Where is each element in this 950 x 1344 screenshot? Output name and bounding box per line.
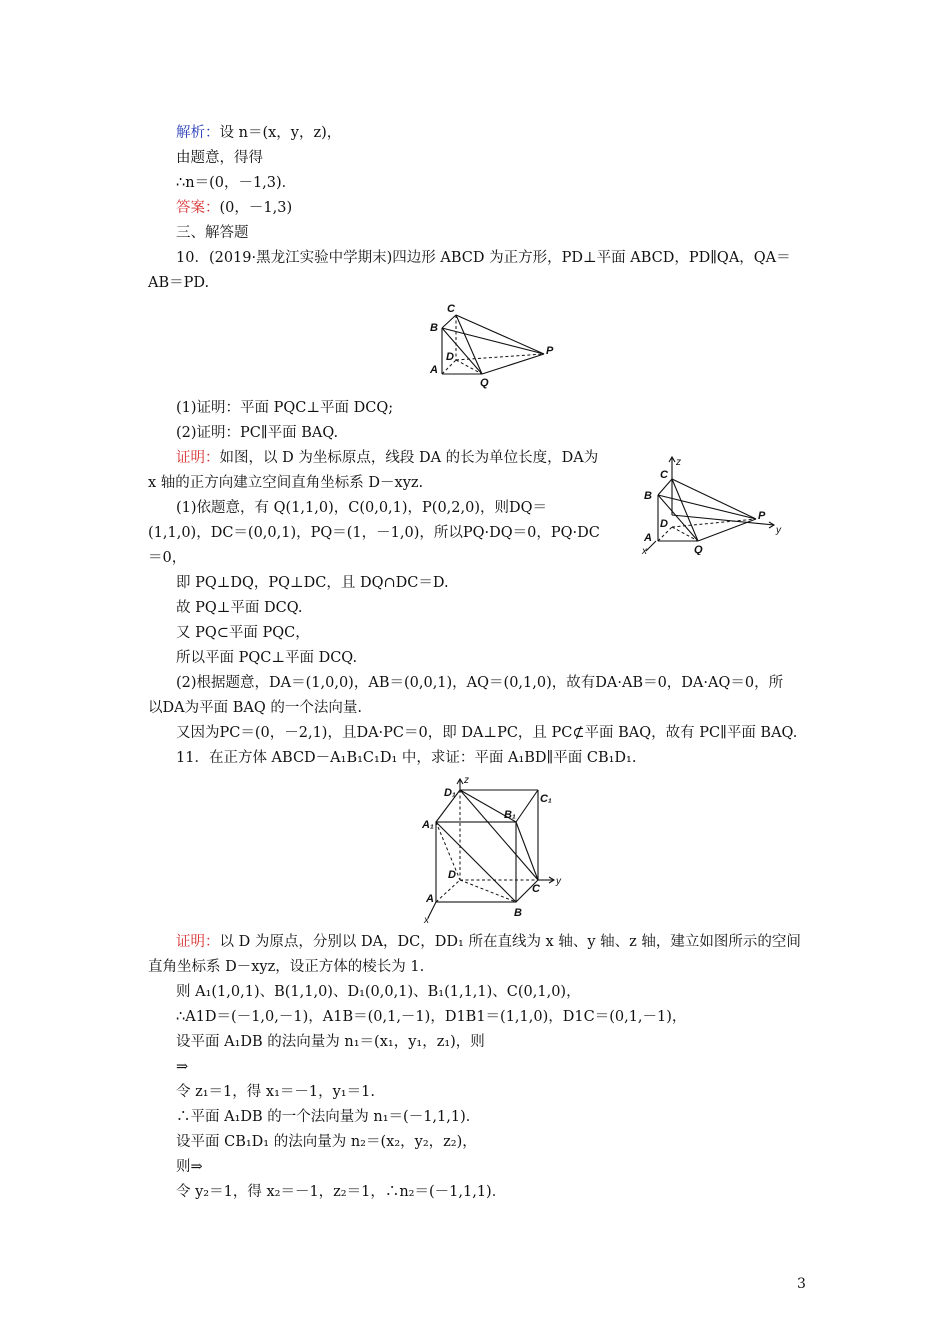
line-proof-11: 证明：以 D 为原点，分别以 DA，DC，DD₁ 所在直线为 x 轴、y 轴、z 轴，建立如图所示的空间 (176, 934, 801, 950)
figure-cube (418, 774, 568, 928)
label-P: P (546, 345, 554, 357)
label-A1: A₁ (422, 819, 434, 831)
part-2-statement: (2)证明：PC∥平面 BAQ. (176, 425, 339, 441)
label-A: A (644, 532, 652, 544)
line-13: (1,1,0)，DC＝(0,0,1)，PQ＝(1，－1,0)，所以PQ·DQ＝0，PQ·DC (148, 525, 600, 541)
label-B: B (644, 490, 652, 502)
line-15: 即 PQ⊥DQ，PQ⊥DC，且 DQ∩DC＝D. (176, 575, 449, 591)
line-31: 设平面 CB₁D₁ 的法向量为 n₂＝(x₂，y₂，z₂)， (176, 1134, 477, 1150)
line-28: ⇒ (176, 1059, 189, 1075)
label-B: B (430, 322, 438, 334)
label-B: B (514, 907, 522, 919)
line-14: ＝0， (148, 550, 187, 566)
line-27: 设平面 A₁DB 的法向量为 n₁＝(x₁，y₁，z₁)，则 (176, 1034, 485, 1050)
line-18: 所以平面 PQC⊥平面 DCQ. (176, 650, 358, 666)
line-17: 又 PQ⊂平面 PQC， (176, 625, 310, 641)
line-2: 由题意，得得 (176, 150, 263, 166)
line-12: (1)依题意，有 Q(1,1,0)，C(0,0,1)，P(0,2,0)，则DQ＝ (176, 500, 548, 516)
axis-x-label: x (424, 915, 429, 924)
line-21: 又因为PC＝(0，－2,1)，且DA·PC＝0，即 DA⊥PC，且 PC⊄平面 BAQ，故有 PC∥平面 BAQ. (176, 725, 798, 741)
line-proof-10: 证明：如图，以 D 为坐标原点，线段 DA 的长为单位长度，DA为 (176, 450, 599, 466)
line-16: 故 PQ⊥平面 DCQ. (176, 600, 303, 616)
line-32: 则⇒ (176, 1159, 203, 1175)
proof-label-2: 证明： (176, 934, 220, 950)
line-25: 则 A₁(1,0,1)、B(1,1,0)、D₁(0,0,1)、B₁(1,1,1)、C(0,1,0)， (176, 984, 581, 1000)
label-C: C (447, 303, 455, 315)
line-19: (2)根据题意，DA＝(1,0,0)，AB＝(0,0,1)，AQ＝(0,1,0)，故有DA·AB＝0，DA·AQ＝0，所 (176, 675, 784, 691)
line-26: ∴A1D＝(－1,0,－1)，A1B＝(0,1,－1)，D1B1＝(1,1,0)，D1C＝(0,1,－1)， (176, 1009, 687, 1025)
page-number: 3 (797, 1276, 806, 1292)
label-C1: C₁ (540, 793, 552, 805)
label-D1: D₁ (444, 787, 456, 799)
label-Q: Q (480, 377, 489, 389)
label-D: D (660, 518, 668, 530)
label-C: C (660, 469, 668, 481)
problem-11-statement: 11．在正方体 ABCD－A₁B₁C₁D₁ 中，求证：平面 A₁BD∥平面 CB₁D₁. (176, 750, 637, 766)
line-33: 令 y₂＝1，得 x₂＝－1，z₂＝1，∴n₂＝(－1,1,1)． (176, 1184, 507, 1200)
label-P: P (758, 510, 766, 522)
label-A: A (430, 364, 438, 376)
line-20: 以DA为平面 BAQ 的一个法向量. (148, 700, 362, 716)
axis-z-label: z (464, 775, 469, 786)
axis-z-label: z (676, 457, 681, 468)
line-29: 令 z₁＝1，得 x₁＝－1，y₁＝1. (176, 1084, 375, 1100)
problem-10-statement-cont: AB＝PD. (148, 275, 210, 291)
problem-10-statement: 10．(2019·黑龙江实验中学期末)四边形 ABCD 为正方形，PD⊥平面 ABCD，PD∥QA，QA＝ (176, 250, 791, 266)
axis-y-label: y (556, 876, 561, 887)
line-11: x 轴的正方向建立空间直角坐标系 D－xyz. (148, 475, 424, 491)
label-D: D (448, 869, 456, 881)
line-24: 直角坐标系 D－xyz，设正方体的棱长为 1. (148, 959, 425, 975)
line-3: ∴n＝(0，－1,3)． (176, 175, 297, 191)
axis-x-label: x (642, 546, 647, 555)
axis-y-label: y (776, 525, 781, 536)
part-1-statement: (1)证明：平面 PQC⊥平面 DCQ; (176, 400, 394, 416)
label-C: C (532, 883, 540, 895)
line-1: 解析：设 n＝(x，y，z)， (176, 125, 342, 141)
figure-pyramid-1 (420, 298, 560, 394)
proof-label: 证明： (176, 450, 220, 466)
label-D: D (446, 351, 454, 363)
answer-label: 答案： (176, 200, 220, 216)
analysis-label: 解析： (176, 125, 220, 141)
line-30: ∴平面 A₁DB 的一个法向量为 n₁＝(－1,1,1)． (176, 1109, 481, 1125)
label-A: A (426, 893, 434, 905)
section-heading: 三、解答题 (176, 225, 249, 241)
label-Q: Q (694, 544, 703, 555)
figure-pyramid-coords (636, 455, 786, 559)
label-B1: B₁ (504, 809, 516, 821)
line-4: 答案：(0，－1,3) (176, 200, 293, 216)
